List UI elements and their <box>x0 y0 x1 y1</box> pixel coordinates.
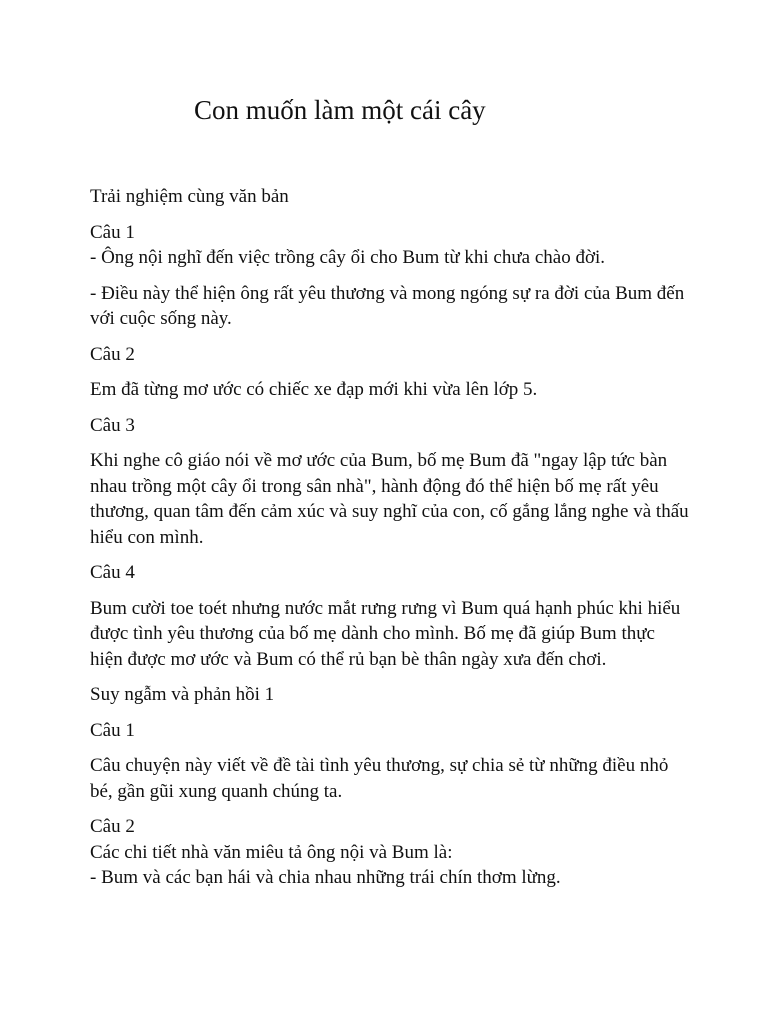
answer-1-line-1: - Ông nội nghĩ đến việc trồng cây ổi cho Bum từ khi chưa chào đời. <box>90 247 606 268</box>
document-title: Con muốn làm một cái cây <box>194 95 486 125</box>
answer-3: Khi nghe cô giáo nói về mơ ước của Bum, bố mẹ Bum đã "ngay lập tức bàn nhau trồng một cây ổi trong sân nhà", hành động đó thể hiện bố mẹ rất yêu thương, quan tâm đến cảm xúc và suy nghĩ của con, cố gắng lắng nghe và thấu hiểu con mình. <box>90 450 689 548</box>
reflection-answer-1: Câu chuyện này viết về đề tài tình yêu thương, sự chia sẻ từ những điều nhỏ bé, gần gũi xung quanh chúng ta. <box>90 755 669 802</box>
question-label-4: Câu 4 <box>90 562 135 583</box>
document-body <box>90 184 690 891</box>
answer-4: Bum cười toe toét nhưng nước mắt rưng rưng vì Bum quá hạnh phúc khi hiểu được tình yêu thương của bố mẹ dành cho mình. Bố mẹ đã giúp Bum thực hiện được mơ ước và Bum có thể rủ bạn bè thân ngày xưa đến chơi. <box>90 597 681 670</box>
answer-1-line-2: - Điều này thể hiện ông rất yêu thương và mong ngóng sự ra đời của Bum đến với cuộc sống này. <box>90 282 685 329</box>
section-heading-reflection: Suy ngẫm và phản hồi 1 <box>90 684 275 705</box>
section-heading-experience: Trải nghiệm cùng văn bản <box>90 186 289 207</box>
reflection-question-label-2: Câu 2 <box>90 816 135 837</box>
reflection-answer-2-line-1: - Bum và các bạn hái và chia nhau những trái chín thơm lừng. <box>90 867 561 888</box>
question-label-3: Câu 3 <box>90 414 135 436</box>
reflection-answer-2-intro: Các chi tiết nhà văn miêu tả ông nội và Bum là: <box>90 841 453 863</box>
question-label-1: Câu 1 <box>90 221 135 243</box>
reflection-question-label-1: Câu 1 <box>90 719 135 741</box>
answer-2: Em đã từng mơ ước có chiếc xe đạp mới khi vừa lên lớp 5. <box>90 379 538 400</box>
question-label-2: Câu 2 <box>90 343 135 365</box>
